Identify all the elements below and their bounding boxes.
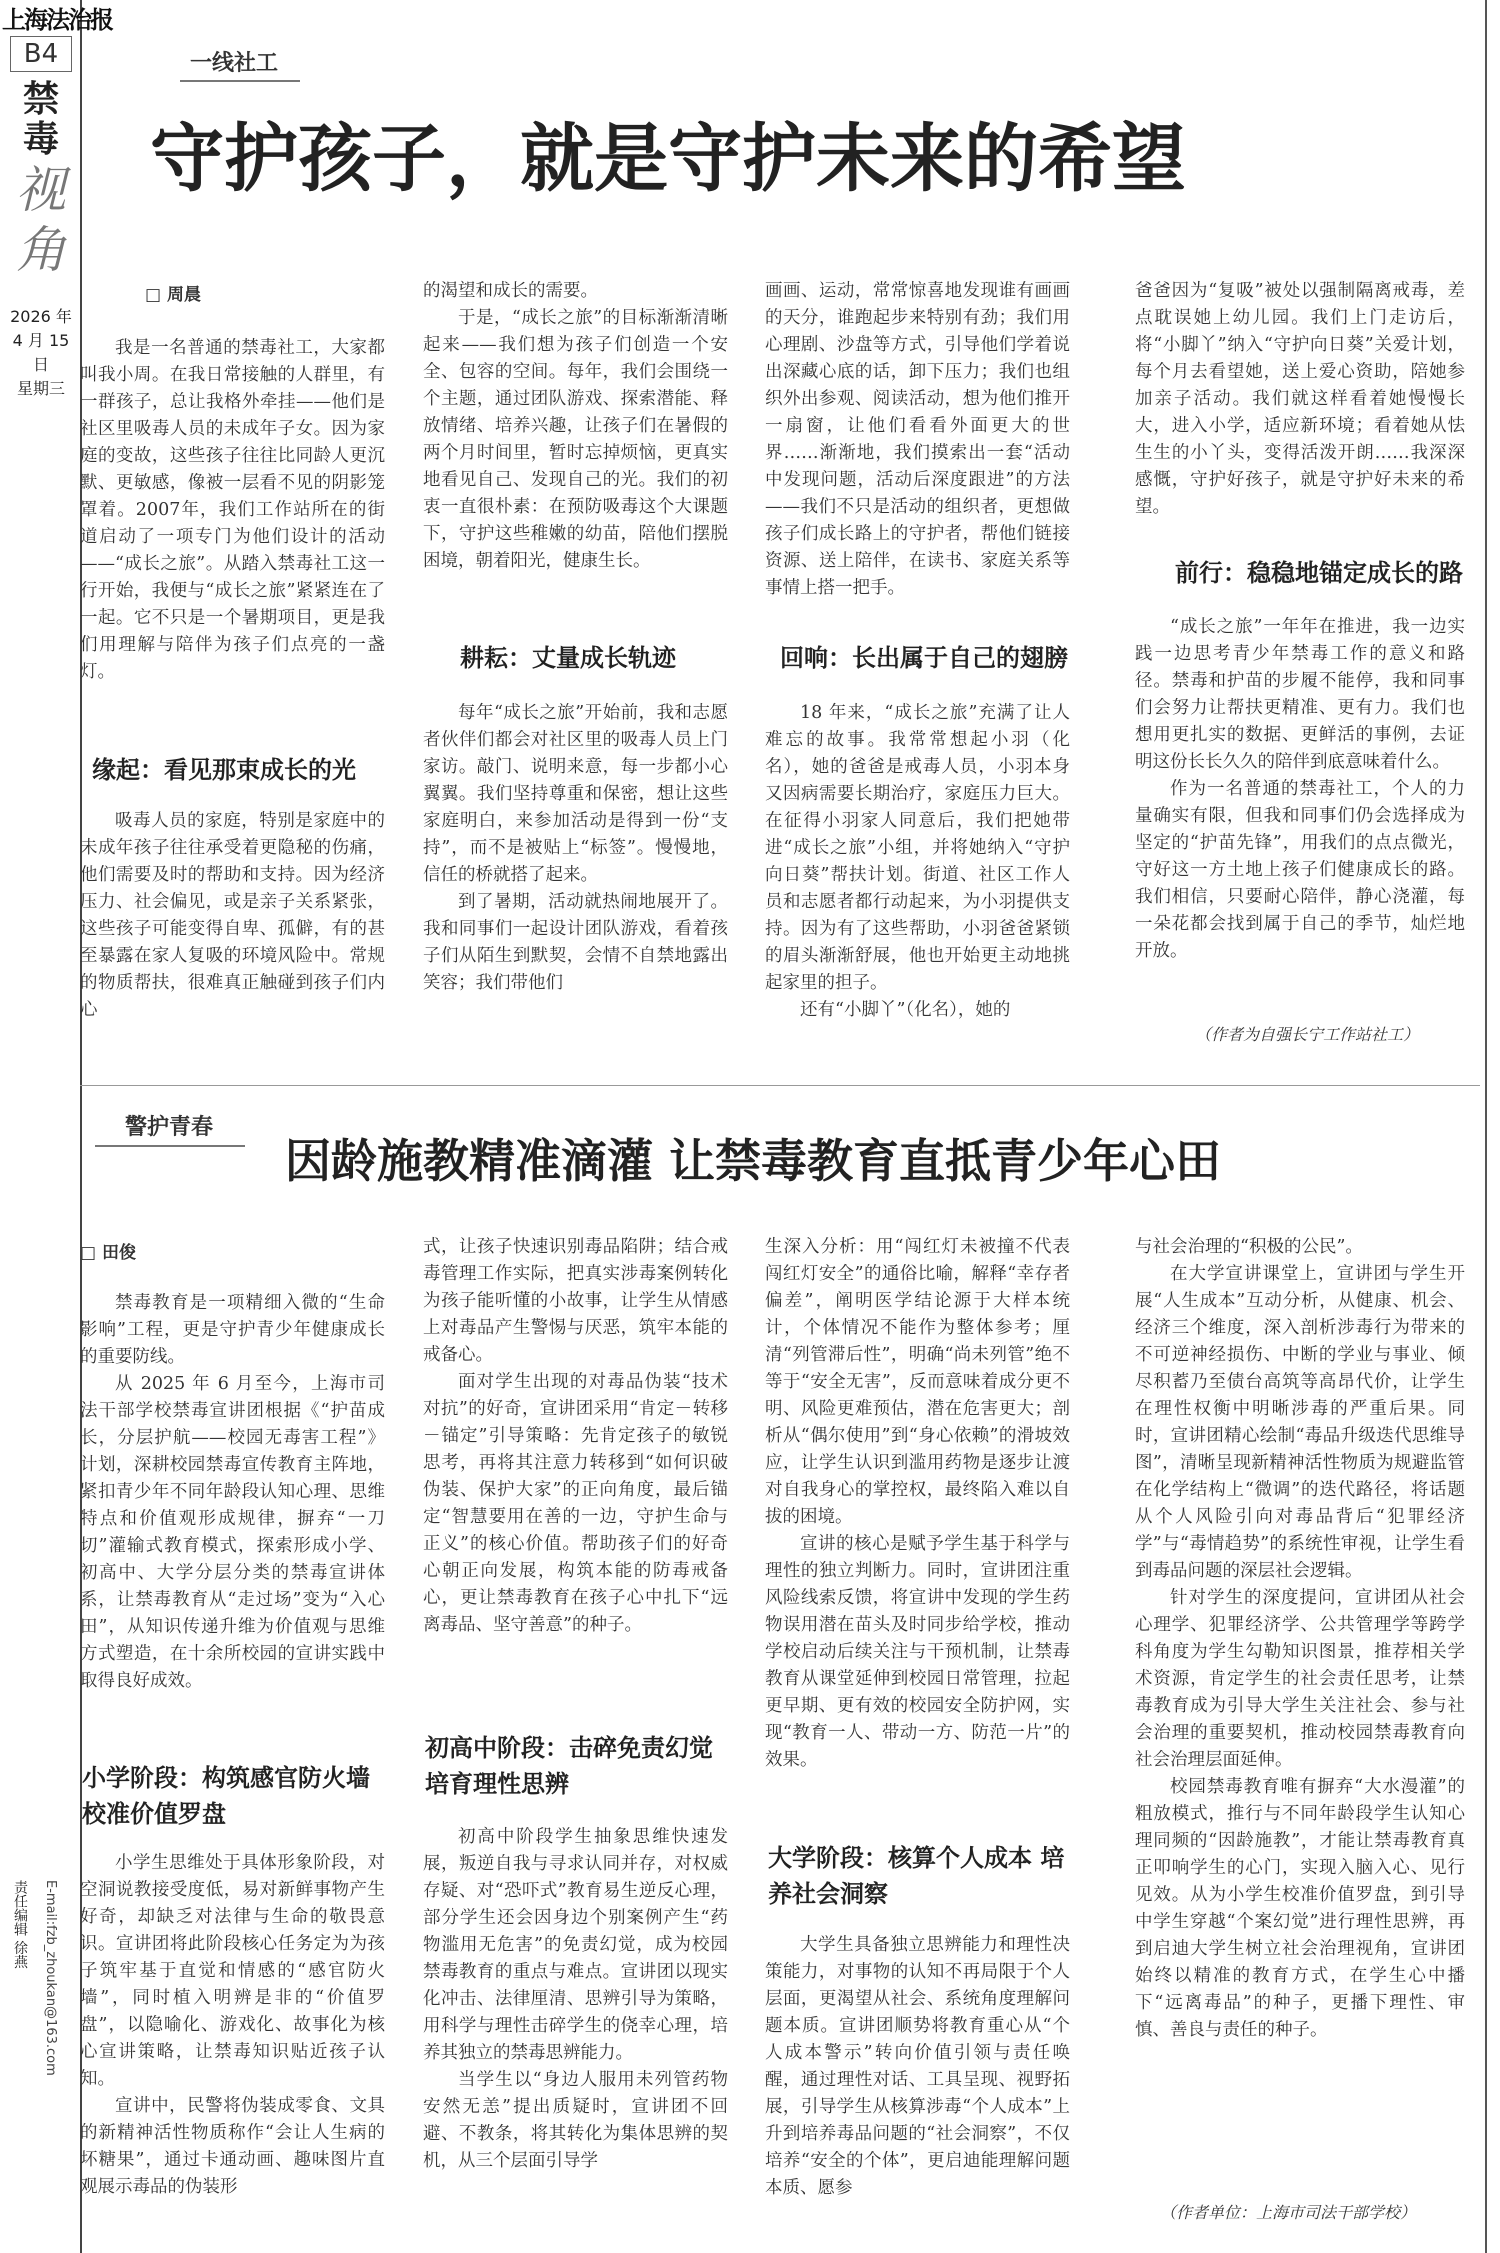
paragraph: 画画、运动，常常惊喜地发现谁有画画的天分，谁跑起步来特别有劲；我们用心理剧、沙盘等方式，引导他们学着说出深藏心底的话，卸下压力；我们也组织外出参观、阅读活动，想为他们推开一扇窗，让他们看看外面更大的世界……渐渐地，我们摸索出一套“活动中发现问题，活动后深度跟进”的方法——我们不只是活动的组织者，更想做孩子们成长路上的守护者，帮他们链接资源、送上陪伴，在读书、家庭关系等事情上搭一把手。	[765, 281, 1070, 598]
article1-col3-continued	[765, 700, 1070, 1075]
article1-subhead-cultivate: 耕耘：丈量成长轨迹	[460, 644, 676, 672]
article2-col1-body	[80, 1850, 385, 2230]
paragraph: 面对学生出现的对毒品伪装“技术对抗”的好奇，宣讲团采用“肯定－转移－锚定”引导策略：先肯定孩子的敏锐思考，再将其注意力转移到“如何识破伪装、保护大家”的正向角度，最后锚定“智慧要用在善的一边，守护生命与正义”的核心价值。帮助孩子们的好奇心朝正向发展，构筑本能的防毒戒备心，更让禁毒教育在孩子心中扎下“远离毒品、坚守善意”的种子。	[423, 1372, 728, 1635]
page-number: B4	[10, 36, 72, 72]
paragraph: 生深入分析：用“闯红灯未被撞不代表闯红灯安全”的通俗比喻，解释“幸存者偏差”，阐明医学结论源于大样本统计，个体情况不能作为整体参考；厘清“列管滞后性”，明确“尚未列管”绝不等于“安全无害”，反而意味着成分更不明、风险更难预估，潜在危害更大；剖析从“偶尔使用”到“身心依赖”的滑坡效应，让学生认识到滥用药物是逐步让渡对自我身心的掌控权，最终陷入难以自拔的困境。	[765, 1237, 1070, 1527]
article1-col2-body	[423, 278, 728, 613]
date-weekday: 星期三	[16, 379, 65, 398]
paragraph: 当学生以“身边人服用未列管药物安然无恙”提出质疑时，宣讲团不回避、不教条，将其转化为集体思辨的契机，从三个层面引导学	[423, 2070, 728, 2171]
paragraph: 到了暑期，活动就热闹地展开了。我和同事们一起设计团队游戏，看着孩子们从陌生到默契，会情不自禁地露出笑容；我们带他们	[423, 892, 728, 993]
paragraph: “成长之旅”一年年在推进，我一边实践一边思考青少年禁毒工作的意义和路径。禁毒和护苗的步履不能停，我和同事们会努力让帮扶更精准、更有力。我们也想用更扎实的数据、更鲜活的事例，去证明这份长长久久的陪伴到底意味着什么。	[1135, 617, 1465, 772]
section-title: 禁毒	[22, 79, 59, 160]
article1-col4-continued	[1135, 614, 1465, 1019]
article1-col4-body	[1135, 278, 1465, 548]
paragraph: 作为一名普通的禁毒社工，个人的力量确实有限，但我和同事们仍会选择成为坚定的“护苗先锋”，用我们的点点微光，守好这一方土地上孩子们健康成长的路。我们相信，只要耐心陪伴，静心浇灌，每一朵花都会找到属于自己的季节，灿烂地开放。	[1135, 779, 1465, 961]
paragraph: 与社会治理的“积极的公民”。	[1135, 1237, 1363, 1257]
article2-col3-continued	[765, 1932, 1070, 2230]
article2-tag-rule	[95, 1145, 245, 1147]
date-year: 2026 年	[10, 307, 72, 326]
article1-column-tag: 一线社工	[190, 51, 279, 76]
paragraph: 吸毒人员的家庭，特别是家庭中的未成年孩子往往承受着更隐秘的伤痛，他们需要及时的帮助和支持。因为经济压力、社会偏见，或是亲子关系紧张，这些孩子可能变得自卑、孤僻，有的甚至暴露在家人复吸的环境风险中。常规的物质帮扶，很难真正触碰到孩子们内心	[80, 811, 385, 1020]
article-divider	[80, 1085, 1480, 1086]
article2-col2-continued	[423, 1824, 728, 2230]
article2-col4-body	[1135, 1234, 1465, 2189]
article2-col3-body	[765, 1234, 1070, 1824]
paragraph: 禁毒教育是一项精细入微的“生命影响”工程，更是守护青少年健康成长的重要防线。	[80, 1293, 385, 1367]
article2-subhead-secondary: 初高中阶段：击碎免责幻觉 培育理性思辨	[425, 1734, 713, 1798]
issue-date	[8, 305, 74, 401]
masthead-logo: 上海法治报	[2, 5, 112, 34]
paragraph: 爸爸因为“复吸”被处以强制隔离戒毒，差点耽误她上幼儿园。我们上门走访后，将“小脚丫”纳入“守护向日葵”关爱计划，每个月去看望她，送上爱心资助，陪她参加亲子活动。我们就这样看着她慢慢长大，进入小学，适应新环境；看着她从怯生生的小丫头，变得活泼开朗……我深深感慨，守护好孩子，就是守护好未来的希望。	[1135, 281, 1465, 517]
paragraph: 宣讲的核心是赋予学生基于科学与理性的独立判断力。同时，宣讲团注重风险线索反馈，将宣讲中发现的学生药物误用潜在苗头及时同步给学校，推动学校启动后续关注与干预机制，让禁毒教育从课堂延伸到校园日常管理，拉起更早期、更有效的校园安全防护网，实现“教育一人、带动一方、防范一片”的效果。	[765, 1534, 1070, 1770]
article1-col1-intro	[80, 335, 385, 735]
paragraph: 初高中阶段学生抽象思维快速发展，叛逆自我与寻求认同并存，对权威存疑、对“恐吓式”教育易生逆反心理，部分学生还会因身边个别案例产生“药物滥用无危害”的免责幻觉，成为校园禁毒教育的重点与难点。宣讲团以现实化冲击、法律厘清、思辨引导为策略，用科学与理性击碎学生的侥幸心理，培养其独立的禁毒思辨能力。	[423, 1827, 728, 2063]
paragraph: 宣讲中，民警将伪装成零食、文具的新精神活性物质称作“会让人生病的坏糖果”，通过卡通动画、趣味图片直观展示毒品的伪装形	[80, 2096, 385, 2197]
paragraph: 在大学宣讲课堂上，宣讲团与学生开展“人生成本”互动分析，从健康、机会、经济三个维度，深入剖析涉毒行为带来的不可逆神经损伤、中断的学业与事业、倾尽积蓄乃至债台高筑等高昂代价，让学生在理性权衡中明晰涉毒的严重后果。同时，宣讲团精心绘制“毒品升级迭代思维导图”，清晰呈现新精神活性物质为规避监管在化学结构上“微调”的迭代路径，将话题从个人风险引向对毒品背后“犯罪经济学”与“毒情趋势”的系统性审视，让学生看到毒品问题的深层社会逻辑。	[1135, 1264, 1465, 1581]
article2-col1-intro	[80, 1290, 385, 1746]
responsible-editor: 责任编辑 徐燕	[12, 1880, 28, 1969]
section-subtitle: 视角	[16, 161, 66, 279]
paragraph: 每年“成长之旅”开始前，我和志愿者伙伴们都会对社区里的吸毒人员上门家访。敲门、说明来意，每一步都小心翼翼。我们坚持尊重和保密，想让这些家庭明白，来参加活动是得到一份“支持”，而不是被贴上“标签”。慢慢地，信任的桥就搭了起来。	[423, 703, 728, 885]
paragraph: 小学生思维处于具体形象阶段，对空洞说教接受度低，易对新鲜事物产生好奇，却缺乏对法律与生命的敬畏意识。宣讲团将此阶段核心任务定为为孩子筑牢基于直觉和情感的“感官防火墙”，同时植入明辨是非的“价值罗盘”，以隐喻化、游戏化、故事化为核心宣讲策略，让禁毒知识贴近孩子认知。	[80, 1853, 385, 2089]
article1-headline: 守护孩子，就是守护未来的希望	[150, 116, 1186, 202]
article1-subhead-echo: 回响：长出属于自己的翅膀	[780, 644, 1068, 672]
page-border	[1485, 0, 1487, 2253]
article2-column-tag: 警护青春	[125, 1115, 214, 1140]
editor-email: E-mail:fzb_zhoukan@163.com	[43, 1880, 58, 2076]
article1-col2-continued	[423, 700, 728, 1075]
article1-subhead-origin: 缘起：看见那束成长的光	[92, 756, 356, 784]
paragraph: 于是，“成长之旅”的目标渐渐清晰起来——我们想为孩子们创造一个安全、包容的空间。每年，我们会围绕一个主题，通过团队游戏、探索潜能、释放情绪、培养兴趣，让孩子们在暑假的两个月时间里，暂时忘掉烦恼，更真实地看见自己、发现自己的光。我们的初衷一直很朴素：在预防吸毒这个大课题下，守护这些稚嫩的幼苗，陪他们摆脱困境，朝着阳光，健康生长。	[423, 308, 728, 571]
article1-author-note: （作者为自强长宁工作站社工）	[1195, 1025, 1420, 1044]
paragraph: 式，让孩子快速识别毒品陷阱；结合戒毒管理工作实际，把真实涉毒案例转化为孩子能听懂的小故事，让学生从情感上对毒品产生警惕与厌恶，筑牢本能的戒备心。	[423, 1237, 728, 1365]
article1-col1-body	[80, 808, 385, 1078]
article1-col3-body	[765, 278, 1070, 613]
paragraph: 校园禁毒教育唯有摒弃“大水漫灌”的粗放模式，推行与不同年龄段学生认知心理同频的“因龄施教”，才能让禁毒教育真正叩响学生的心门，实现入脑入心、见行见效。从为小学生校准价值罗盘，到引导中学生穿越“个案幻觉”进行理性思辨，再到启迪大学生树立社会治理视角，宣讲团始终以精准的教育方式，在学生心中播下“远离毒品”的种子，更播下理性、审慎、善良与责任的种子。	[1135, 1777, 1465, 2040]
paragraph: 的渴望和成长的需要。	[423, 281, 598, 301]
article2-subhead-university: 大学阶段：核算个人成本 培养社会洞察	[768, 1844, 1065, 1908]
article2-subhead-primary: 小学阶段：构筑感官防火墙 校准价值罗盘	[82, 1764, 370, 1828]
paragraph: 从 2025 年 6 月至今，上海市司法干部学校禁毒宣讲团根据《“护苗成长，分层护航——校园无毒害工程”》计划，深耕校园禁毒宣传教育主阵地，紧扣青少年不同年龄段认知心理、思维特点和价值观形成规律，摒弃“一刀切”灌输式教育模式，探索形成小学、初高中、大学分层分类的禁毒宣讲体系，让禁毒教育从“走过场”变为“入心田”，从知识传递升维为价值观与思维方式塑造，在十余所校园的宣讲实践中取得良好成效。	[80, 1374, 385, 1691]
article2-author-note: （作者单位：上海市司法干部学校）	[1160, 2203, 1417, 2222]
article1-tag-rule	[180, 80, 300, 82]
article2-col2-body	[423, 1234, 728, 1714]
date-month-day: 4 月 15 日	[12, 331, 70, 374]
paragraph: 18 年来，“成长之旅”充满了让人难忘的故事。我常常想起小羽（化名），她的爸爸是戒毒人员，小羽本身又因病需要长期治疗，家庭压力巨大。在征得小羽家人同意后，我们把她带进“成长之旅”小组，并将她纳入“守护向日葵”帮扶计划。街道、社区工作人员和志愿者都行动起来，为小羽提供支持。因为有了这些帮助，小羽爸爸紧锁的眉头渐渐舒展，他也开始更主动地挑起家里的担子。	[765, 703, 1070, 993]
article1-byline: □ 周晨	[145, 285, 201, 305]
article2-byline: □ 田俊	[80, 1243, 136, 1263]
paragraph: 针对学生的深度提问，宣讲团从社会心理学、犯罪经济学、公共管理学等跨学科角度为学生勾勒知识图景，推荐相关学术资源，肯定学生的社会责任思考，让禁毒教育成为引导大学生关注社会、参与社会治理的重要契机，推动校园禁毒教育向社会治理层面延伸。	[1135, 1588, 1465, 1770]
paragraph: 还有“小脚丫”（化名），她的	[800, 1000, 1011, 1020]
article2-headline: 因龄施教精准滴灌 让禁毒教育直抵青少年心田	[285, 1134, 1222, 1188]
paragraph: 大学生具备独立思辨能力和理性决策能力，对事物的认知不再局限于个人层面，更渴望从社会、系统角度理解问题本质。宣讲团顺势将教育重心从“个人成本警示”转向价值引领与责任唤醒，通过理性对话、工具呈现、视野拓展，引导学生从核算涉毒“个人成本”上升到培养毒品问题的“社会洞察”，不仅培养“安全的个体”，更启迪能理解问题本质、愿参	[765, 1935, 1070, 2198]
paragraph: 我是一名普通的禁毒社工，大家都叫我小周。在我日常接触的人群里，有一群孩子，总让我格外牵挂——他们是社区里吸毒人员的未成年子女。因为家庭的变故，这些孩子往往比同龄人更沉默、更敏感，像被一层看不见的阴影笼罩着。2007年，我们工作站所在的街道启动了一项专门为他们设计的活动——“成长之旅”。从踏入禁毒社工这一行开始，我便与“成长之旅”紧紧连在了一起。它不只是一个暑期项目，更是我们用理解与陪伴为孩子们点亮的一盏灯。	[80, 338, 385, 682]
article1-subhead-forward: 前行：稳稳地锚定成长的路	[1175, 559, 1463, 587]
